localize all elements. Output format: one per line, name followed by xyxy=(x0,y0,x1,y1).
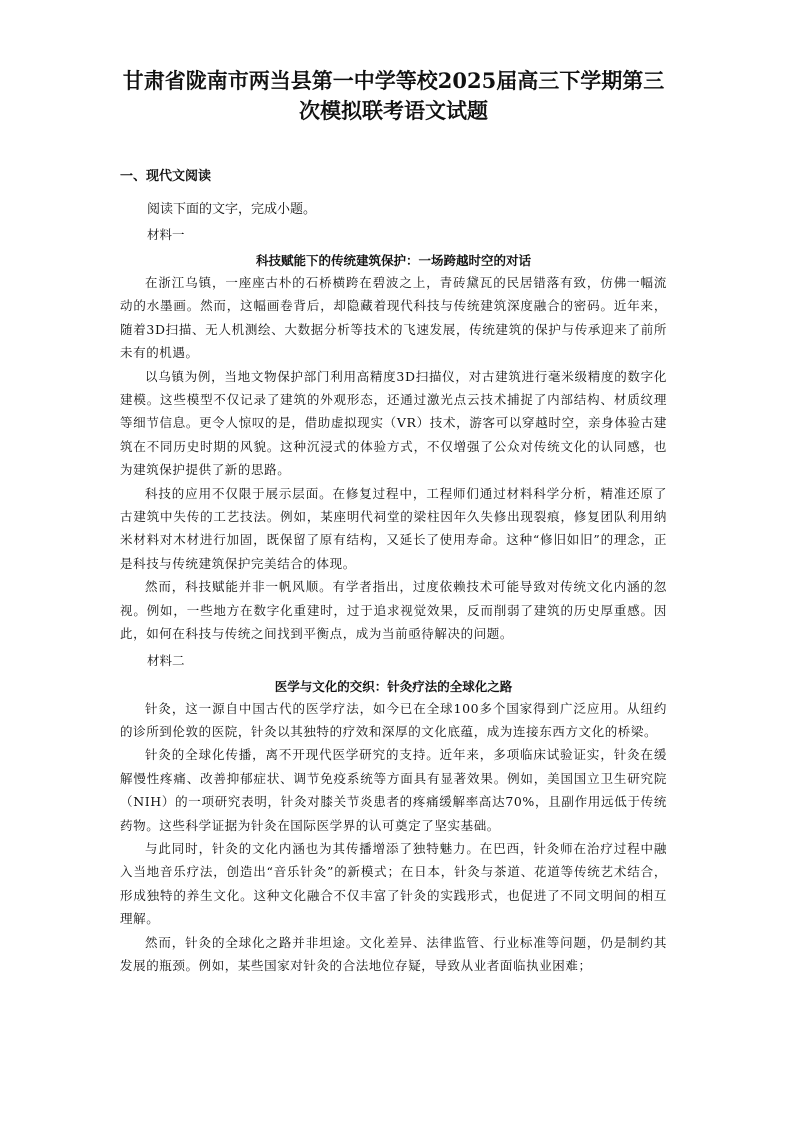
material-one-paragraph: 在浙江乌镇，一座座古朴的石桥横跨在碧波之上，青砖黛瓦的民居错落有致，仿佛一幅流动的水墨画。然而，这幅画卷背后，却隐藏着现代科技与传统建筑深度融合的密码。近年来，随着3D扫描、无人机测绘、大数据分析等技术的飞速发展，传统建筑的保护与传承迎来了前所未有的机遇。 xyxy=(120,275,667,361)
instruction-text: 阅读下面的文字，完成小题。 xyxy=(147,202,317,217)
material-one-title: 科技赋能下的传统建筑保护：一场跨越时空的对话 xyxy=(255,253,531,268)
material-one-label: 材料一 xyxy=(147,227,185,242)
material-two-paragraph: 与此同时，针灸的文化内涵也为其传播增添了独特魅力。在巴西，针灸师在治疗过程中融入当地音乐疗法，创造出“音乐针灸”的新模式；在日本，针灸与茶道、花道等传统艺术结合，形成独特的养生文化。这种文化融合不仅丰富了针灸的实践形式，也促进了不同文明间的相互理解。 xyxy=(120,840,667,927)
material-two-paragraph: 针灸的全球化传播，离不开现代医学研究的支持。近年来，多项临床试验证实，针灸在缓解慢性疼痛、改善抑郁症状、调节免疫系统等方面具有显著效果。例如，美国国立卫生研究院（NIH）的一项研究表明，针灸对膝关节炎患者的疼痛缓解率高达70%，且副作用远低于传统药物。这些科学证据为针灸在国际医学界的认可奠定了坚实基础。 xyxy=(120,747,667,833)
material-two-paragraph: 针灸，这一源自中国古代的医学疗法，如今已在全球100多个国家得到广泛应用。从纽约的诊所到伦敦的医院，针灸以其独特的疗效和深厚的文化底蕴，成为连接东西方文化的桥梁。 xyxy=(120,700,667,739)
material-two-label: 材料二 xyxy=(147,652,185,668)
section-heading: 一、现代文阅读 xyxy=(120,169,212,184)
material-one-paragraph: 以乌镇为例，当地文物保护部门利用高精度3D扫描仪，对古建筑进行毫米级精度的数字化建模。这些模型不仅记录了建筑的外观形态，还通过激光点云技术捕捉了内部结构、材质纹理等细节信息。更令人惊叹的是，借助虚拟现实（VR）技术，游客可以穿越时空，亲身体验古建筑在不同历史时期的风貌。这种沉浸式的体验方式，不仅增强了公众对传统文化的认同感，也为建筑保护提供了新的思路。 xyxy=(120,368,667,478)
material-one-paragraph: 科技的应用不仅限于展示层面。在修复过程中，工程师们通过材料科学分析，精准还原了古建筑中失传的工艺技法。例如，某座明代祠堂的梁柱因年久失修出现裂痕，修复团队利用纳米材料对木材进行加固，既保留了原有结构，又延长了使用寿命。这种“修旧如旧”的理念，正是科技与传统建筑保护完美结合的体现。 xyxy=(120,485,667,571)
material-one-paragraph: 然而，科技赋能并非一帆风顺。有学者指出，过度依赖技术可能导致对传统文化内涵的忽视。例如，一些地方在数字化重建时，过于追求视觉效果，反而削弱了建筑的历史厚重感。因此，如何在科技与传统之间找到平衡点，成为当前亟待解决的问题。 xyxy=(120,579,667,642)
material-two-title: 医学与文化的交织：针灸疗法的全球化之路 xyxy=(274,678,513,694)
material-two-paragraph: 然而，针灸的全球化之路并非坦途。文化差异、法律监管、行业标准等问题，仍是制约其发展的瓶颈。例如，某些国家对针灸的合法地位存疑，导致从业者面临执业困难； xyxy=(120,934,667,973)
page-title: 甘肃省陇南市两当县第一中学等校2025届高三下学期第三次模拟联考语文试题 xyxy=(122,68,665,123)
